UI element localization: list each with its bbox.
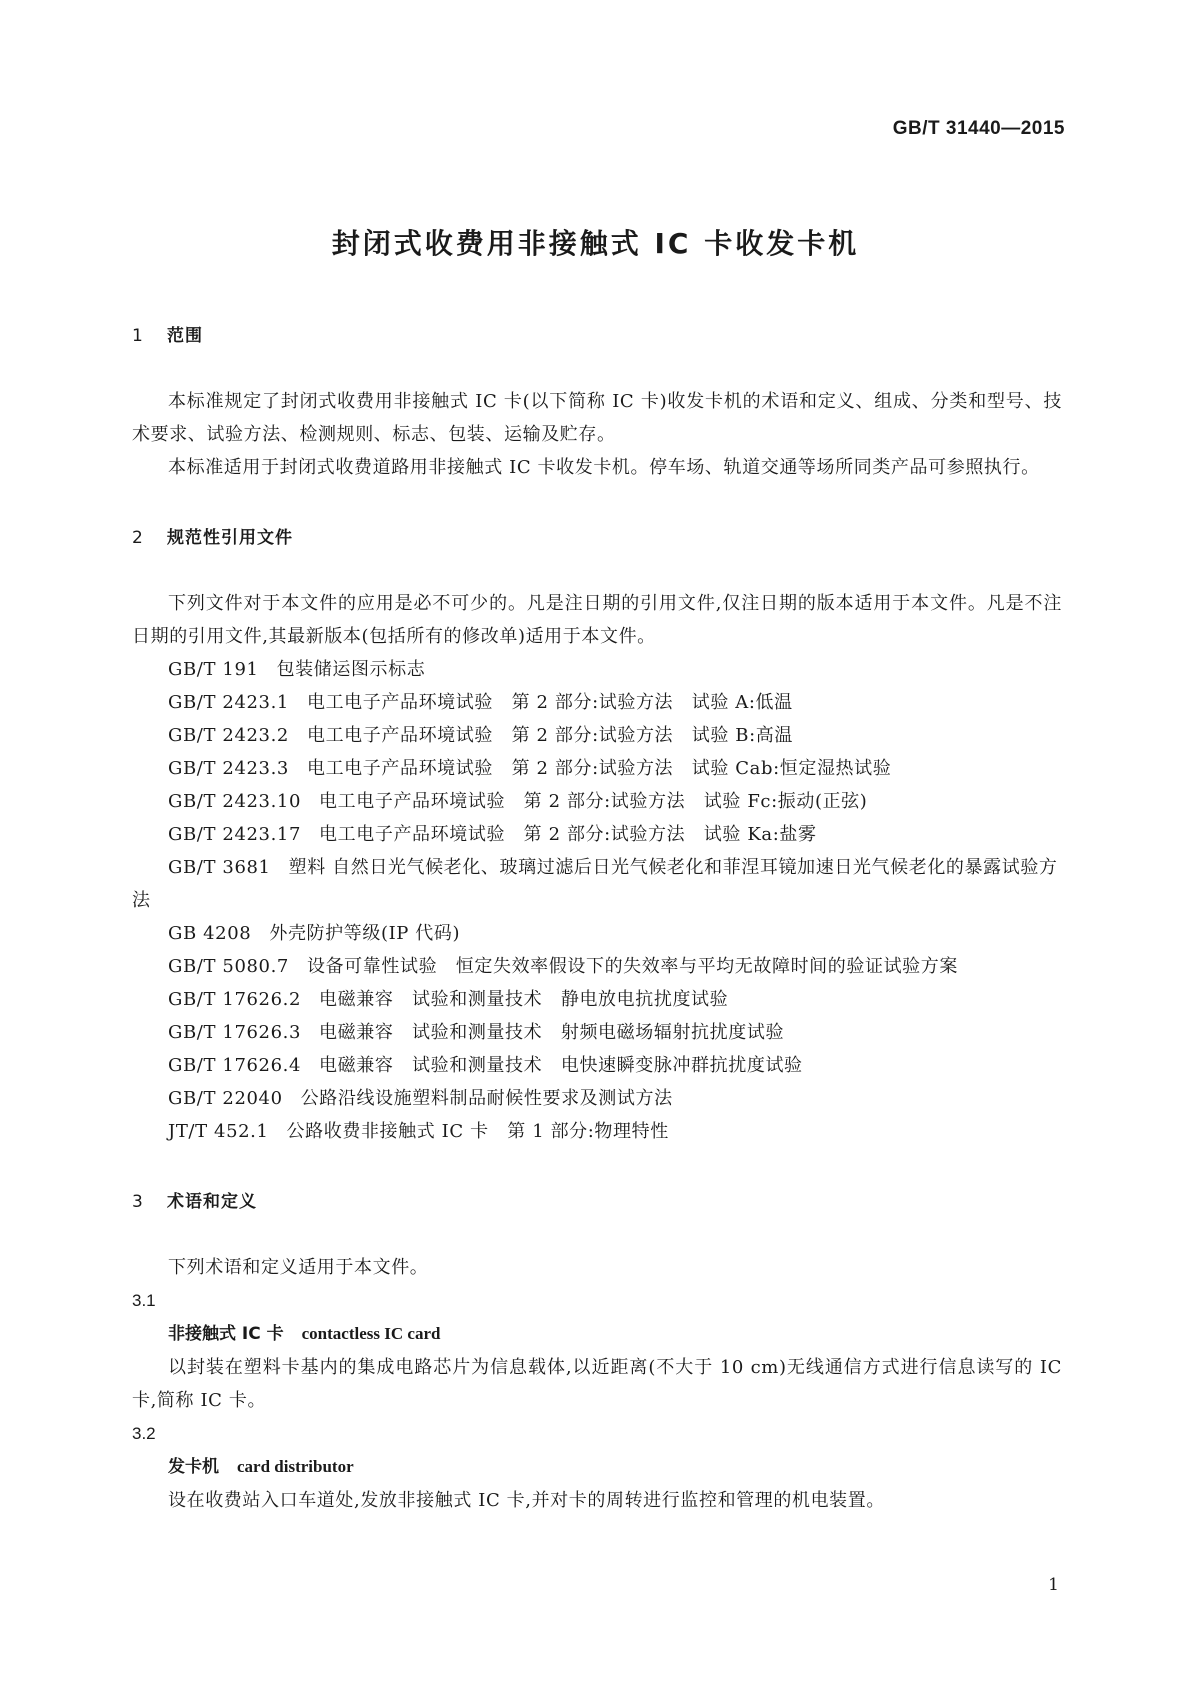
reference-code: GB/T 191 xyxy=(168,659,259,680)
reference-title: 设备可靠性试验 恒定失效率假设下的失效率与平均无故障时间的验证试验方案 xyxy=(306,956,958,977)
section-heading-terms xyxy=(132,1186,1062,1219)
section-title: 范围 xyxy=(167,326,203,346)
reference-title: 塑料 自然日光气候老化、玻璃过滤后日光气候老化和菲涅耳镜加速日光气候老化的暴露试验方法 xyxy=(132,857,1058,911)
term-number: 3.2 xyxy=(132,1424,156,1443)
section-heading-references xyxy=(132,522,1062,555)
reference-item xyxy=(132,785,1062,818)
scope-paragraph: 本标准规定了封闭式收费用非接触式 IC 卡(以下简称 IC 卡)收发卡机的术语和定义、组成、分类和型号、技术要求、试验方法、检测规则、标志、包装、运输及贮存。 xyxy=(132,391,1062,445)
section-number: 1 xyxy=(132,326,144,346)
term-definition: 以封装在塑料卡基内的集成电路芯片为信息载体,以近距离(不大于 10 cm)无线通信方式进行信息读写的 IC 卡,简称 IC 卡。 xyxy=(132,1357,1062,1411)
reference-item xyxy=(132,917,1062,950)
term-name-zh: 发卡机 xyxy=(168,1457,219,1477)
reference-code: GB/T 2423.2 xyxy=(168,725,289,746)
term-entry xyxy=(132,1417,1062,1517)
document-title: 封闭式收费用非接触式 IC 卡收发卡机 xyxy=(331,227,860,260)
reference-code: GB/T 17626.3 xyxy=(168,1022,302,1043)
section-number: 3 xyxy=(132,1192,144,1212)
reference-title: 包装储运图示标志 xyxy=(276,659,426,680)
reference-title: 电磁兼容 试验和测量技术 电快速瞬变脉冲群抗扰度试验 xyxy=(319,1055,803,1076)
reference-title: 公路沿线设施塑料制品耐候性要求及测试方法 xyxy=(300,1088,673,1109)
term-name-zh: 非接触式 IC 卡 xyxy=(168,1324,284,1344)
reference-title: 电磁兼容 试验和测量技术 射频电磁场辐射抗扰度试验 xyxy=(319,1022,785,1043)
reference-code: GB 4208 xyxy=(168,923,252,944)
term-number: 3.1 xyxy=(132,1291,156,1310)
terms-intro: 下列术语和定义适用于本文件。 xyxy=(168,1257,429,1278)
term-name xyxy=(132,1317,1062,1351)
reference-item xyxy=(132,983,1062,1016)
reference-title: 电工电子产品环境试验 第 2 部分:试验方法 试验 Ka:盐雾 xyxy=(319,824,817,845)
section-title: 规范性引用文件 xyxy=(167,528,293,548)
term-name-en: card distributor xyxy=(237,1457,354,1476)
reference-code: GB/T 3681 xyxy=(168,857,271,878)
reference-code: GB/T 2423.1 xyxy=(168,692,289,713)
reference-item xyxy=(132,1115,1062,1148)
scope-paragraph: 本标准适用于封闭式收费道路用非接触式 IC 卡收发卡机。停车场、轨道交通等场所同类产品可参照执行。 xyxy=(168,457,1040,478)
term-name-en: contactless IC card xyxy=(301,1324,441,1343)
reference-list xyxy=(132,653,1062,1148)
reference-item xyxy=(132,851,1062,917)
reference-title: 电工电子产品环境试验 第 2 部分:试验方法 试验 Cab:恒定湿热试验 xyxy=(306,758,892,779)
reference-code: GB/T 2423.3 xyxy=(168,758,289,779)
reference-item xyxy=(132,818,1062,851)
standard-number: GB/T 31440—2015 xyxy=(892,118,1065,139)
reference-code: GB/T 5080.7 xyxy=(168,956,289,977)
reference-code: GB/T 17626.4 xyxy=(168,1055,302,1076)
term-name xyxy=(132,1450,1062,1484)
reference-title: 电工电子产品环境试验 第 2 部分:试验方法 试验 A:低温 xyxy=(306,692,793,713)
term-definition: 设在收费站入口车道处,发放非接触式 IC 卡,并对卡的周转进行监控和管理的机电装置。 xyxy=(168,1490,885,1511)
reference-item xyxy=(132,1016,1062,1049)
reference-code: JT/T 452.1 xyxy=(168,1121,269,1142)
reference-item xyxy=(132,752,1062,785)
document-body xyxy=(132,320,1062,1517)
reference-title: 电工电子产品环境试验 第 2 部分:试验方法 试验 Fc:振动(正弦) xyxy=(319,791,868,812)
reference-item xyxy=(132,719,1062,752)
reference-item xyxy=(132,686,1062,719)
reference-item xyxy=(132,1049,1062,1082)
section-heading-scope xyxy=(132,320,1062,353)
reference-code: GB/T 17626.2 xyxy=(168,989,302,1010)
references-intro: 下列文件对于本文件的应用是必不可少的。凡是注日期的引用文件,仅注日期的版本适用于本文件。凡是不注日期的引用文件,其最新版本(包括所有的修改单)适用于本文件。 xyxy=(132,593,1062,647)
reference-code: GB/T 22040 xyxy=(168,1088,283,1109)
reference-title: 电工电子产品环境试验 第 2 部分:试验方法 试验 B:高温 xyxy=(306,725,793,746)
reference-title: 外壳防护等级(IP 代码) xyxy=(269,923,461,944)
reference-title: 电磁兼容 试验和测量技术 静电放电抗扰度试验 xyxy=(319,989,729,1010)
reference-code: GB/T 2423.10 xyxy=(168,791,302,812)
section-number: 2 xyxy=(132,528,144,548)
reference-item xyxy=(132,1082,1062,1115)
page-number: 1 xyxy=(1048,1575,1059,1595)
reference-item xyxy=(132,950,1062,983)
term-entry xyxy=(132,1284,1062,1417)
reference-title: 公路收费非接触式 IC 卡 第 1 部分:物理特性 xyxy=(286,1121,669,1142)
section-title: 术语和定义 xyxy=(167,1192,257,1212)
reference-item xyxy=(132,653,1062,686)
reference-code: GB/T 2423.17 xyxy=(168,824,302,845)
